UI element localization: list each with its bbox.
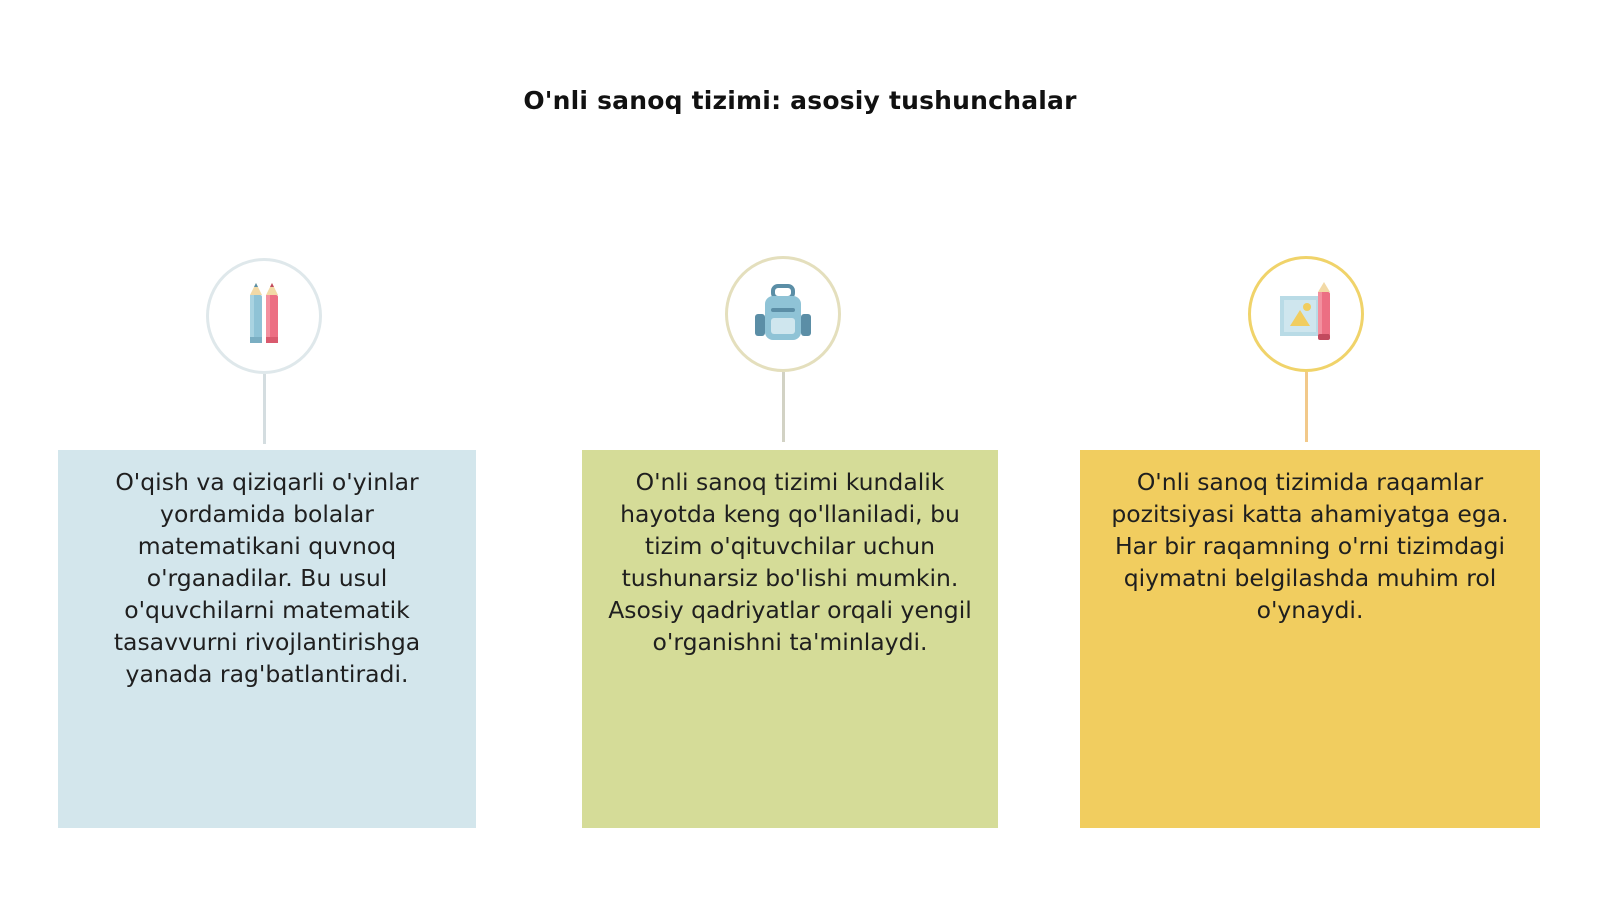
info-card-2 — [582, 450, 998, 828]
connector-3 — [1305, 372, 1308, 442]
connector-2 — [782, 372, 785, 442]
slide-title: O'nli sanoq tizimi: asosiy tushunchalar — [523, 86, 1077, 115]
icon-circle-2 — [725, 256, 841, 372]
info-card-3 — [1080, 450, 1540, 828]
card-text-3: O'nli sanoq tizimida raqamlar pozitsiyasi katta ahamiyatga ega. Har bir raqamning o'rni tizimdagi qiymatni belgilashda muhim rol o'ynaydi. — [1111, 468, 1509, 624]
card-text-1: O'qish va qiziqarli o'yinlar yordamida bolalar matematikani quvnoq o'rganadilar. Bu usul o'quvchilarni matematik tasavvurni rivojlantirishga yanada rag'batlantiradi. — [113, 468, 421, 688]
card-text-2: O'nli sanoq tizimi kundalik hayotda keng qo'llaniladi, bu tizim o'qituvchilar uchun tushunarsiz bo'lishi mumkin. Asosiy qadriyatlar orqali yengil o'rganishni ta'minlaydi. — [608, 468, 972, 656]
connector-1 — [263, 374, 266, 444]
icon-circle-1 — [206, 258, 322, 374]
icon-circle-3 — [1248, 256, 1364, 372]
info-card-1 — [58, 450, 476, 828]
